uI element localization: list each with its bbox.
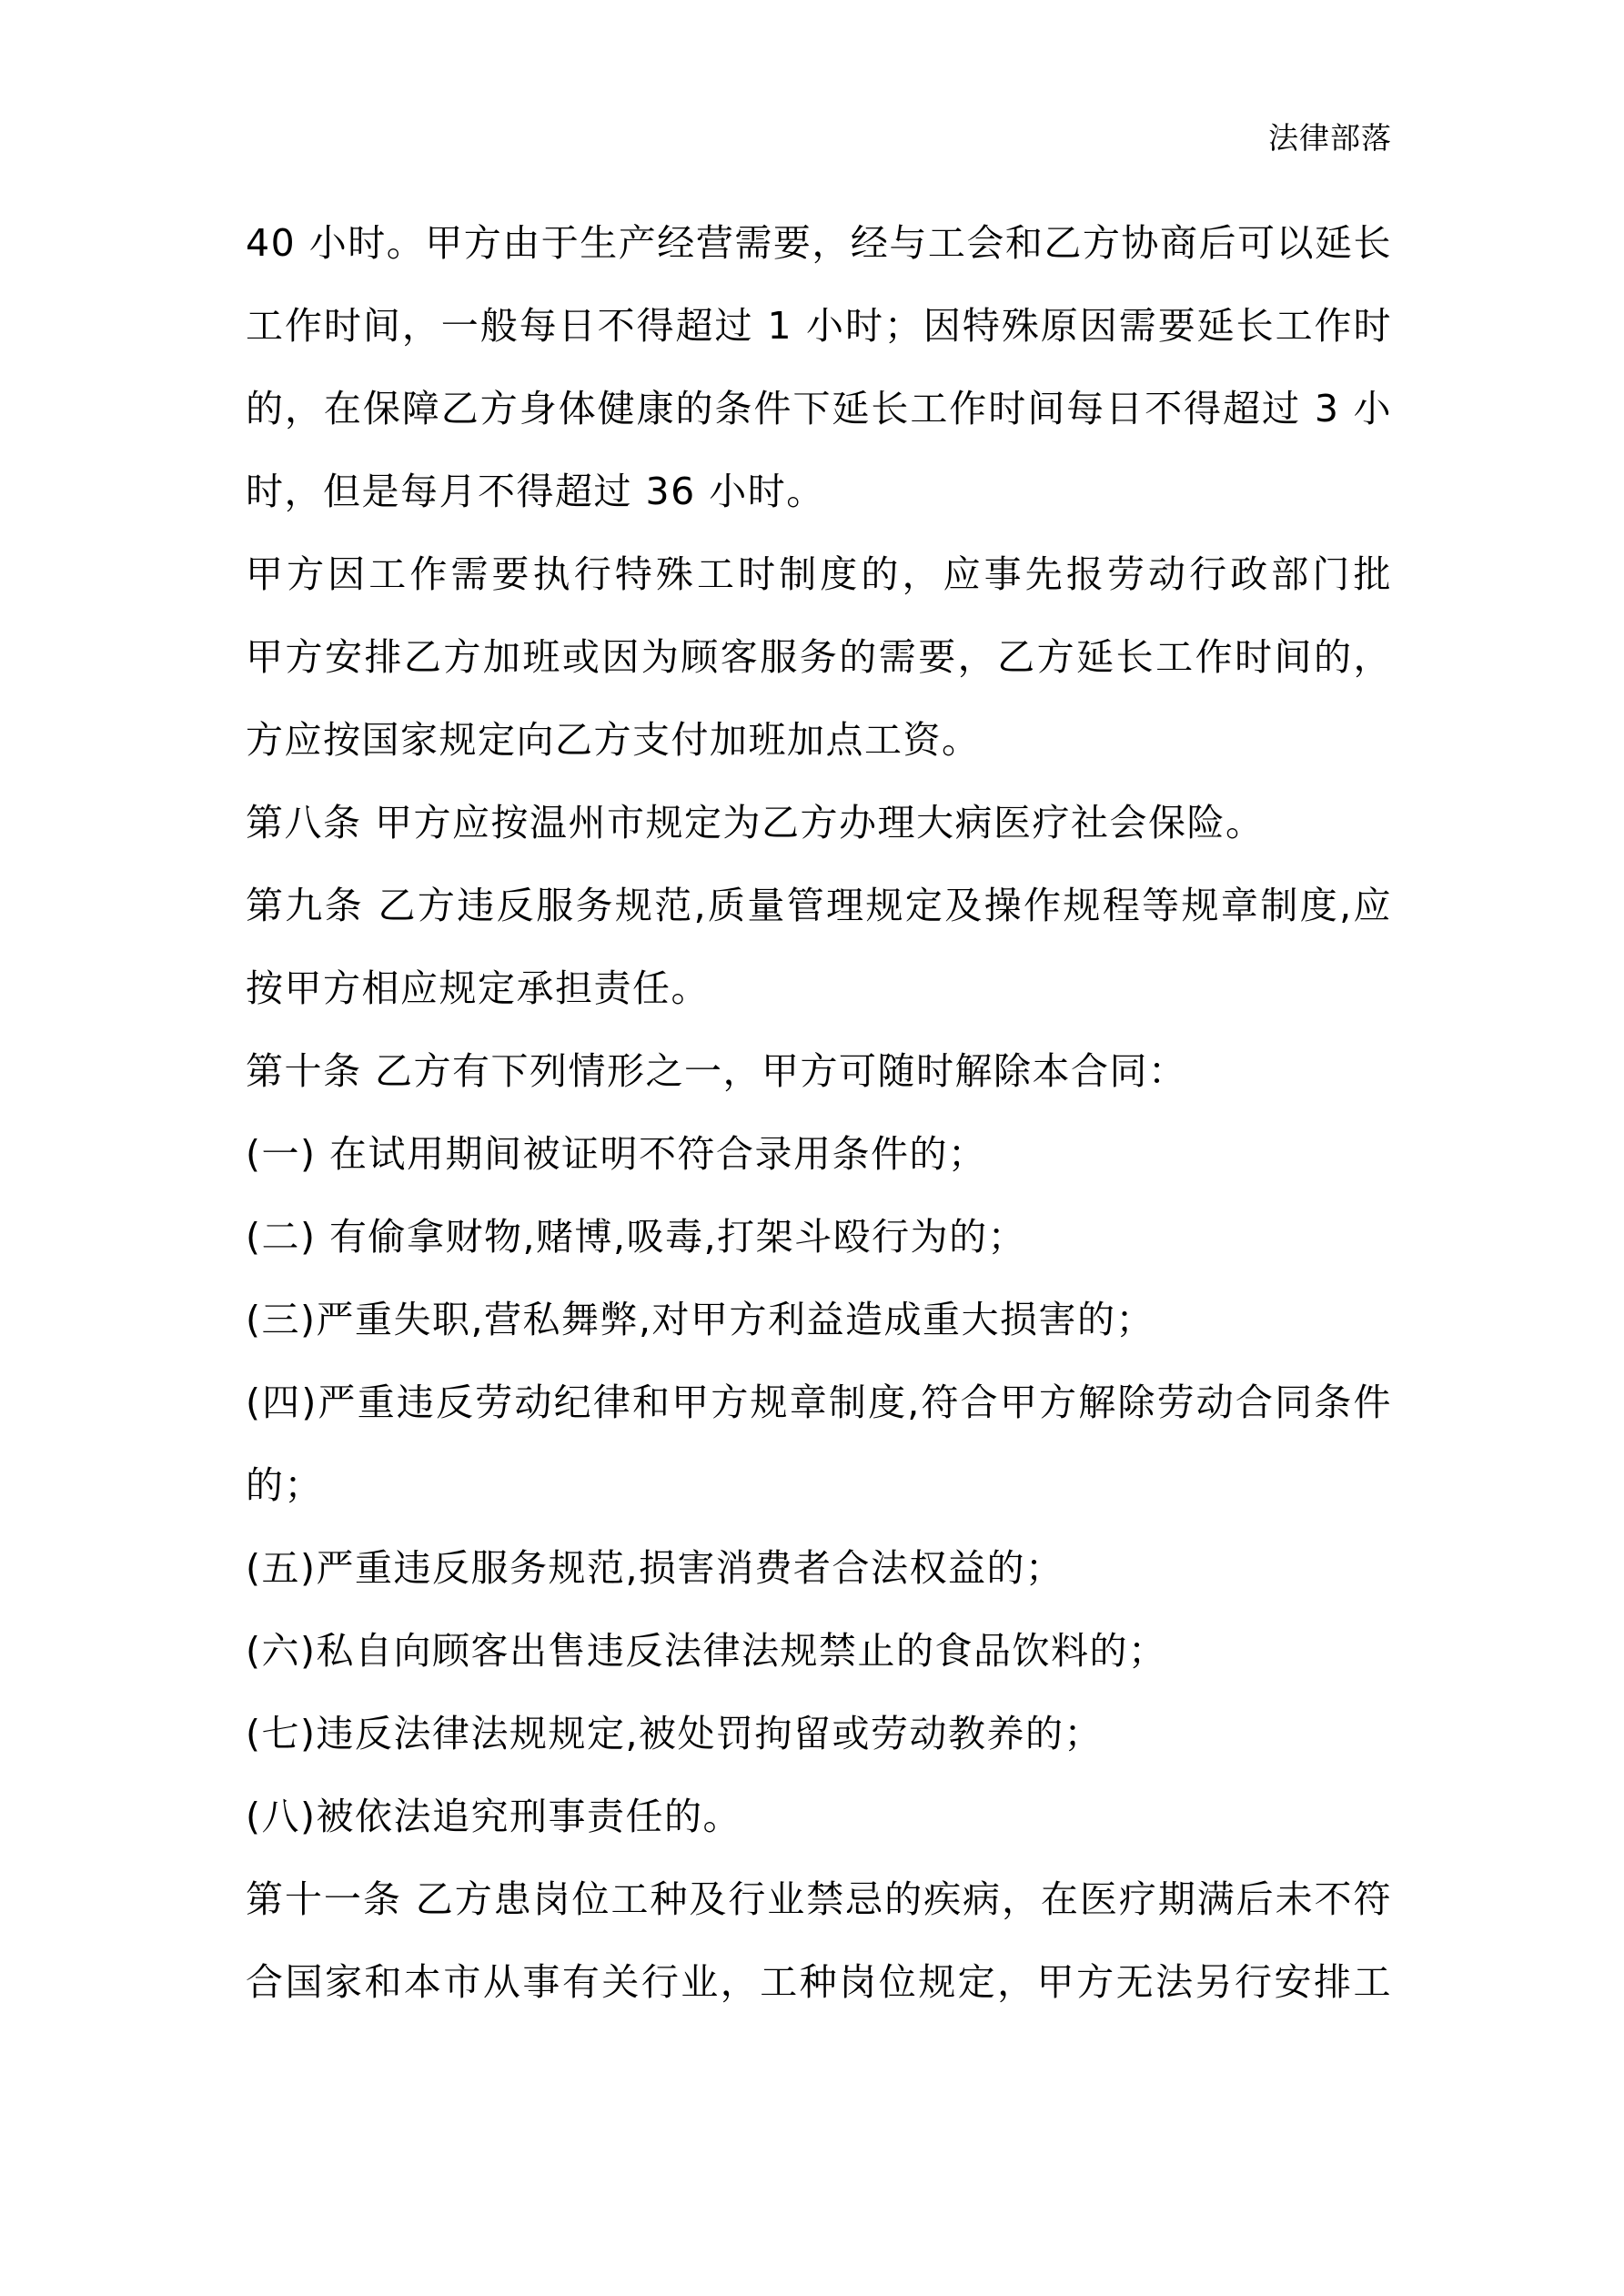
text-line: 40 小时。甲方由于生产经营需要，经与工会和乙方协商后可以延长 (246, 221, 1392, 265)
page-header-source: 法律部落 (1268, 120, 1392, 156)
text-line: 第十一条 乙方患岗位工种及行业禁忌的疾病，在医疗期满后未不符 (246, 1877, 1392, 1921)
document-body (246, 202, 1392, 2024)
text-line: 的； (246, 1463, 323, 1507)
text-line: (七)违反法律法规规定,被处罚拘留或劳动教养的； (246, 1712, 1104, 1755)
text-line: (一) 在试用期间被证明不符合录用条件的； (246, 1132, 987, 1176)
text-line: 时，但是每月不得超过 36 小时。 (246, 470, 825, 513)
text-line: 工作时间，一般每日不得超过 1 小时；因特殊原因需要延长工作时 (246, 304, 1392, 348)
text-line: 方应按国家规定向乙方支付加班加点工资。 (246, 718, 981, 762)
text-line: 按甲方相应规定承担责任。 (246, 966, 710, 1010)
text-line: 甲方安排乙方加班或因为顾客服务的需要，乙方延长工作时间的， (246, 635, 1392, 679)
text-line: (五)严重违反服务规范,损害消费者合法权益的； (246, 1546, 1064, 1590)
text-line: (四)严重违反劳动纪律和甲方规章制度,符合甲方解除劳动合同条件 (246, 1381, 1392, 1424)
text-line: 第九条 乙方违反服务规范,质量管理规定及操作规程等规章制度,应 (246, 884, 1392, 927)
text-line: (三)严重失职,营私舞弊,对甲方利益造成重大损害的； (246, 1298, 1155, 1341)
text-line: 甲方因工作需要执行特殊工时制度的，应事先报劳动行政部门批 (246, 552, 1392, 596)
text-line: 第十条 乙方有下列情形之一，甲方可随时解除本合同： (246, 1049, 1187, 1093)
text-line: (八)被依法追究刑事责任的。 (246, 1795, 741, 1838)
text-line: 的，在保障乙方身体健康的条件下延长工作时间每日不得超过 3 小 (246, 387, 1392, 430)
text-line: 第八条 甲方应按温州市规定为乙方办理大病医疗社会保险。 (246, 801, 1265, 845)
text-line: 合国家和本市从事有关行业，工种岗位规定，甲方无法另行安排工 (246, 1960, 1392, 2004)
text-line: (二) 有偷拿财物,赌博,吸毒,打架斗殴行为的； (246, 1215, 1027, 1259)
text-line: (六)私自向顾客出售违反法律法规禁止的食品饮料的； (246, 1629, 1167, 1673)
